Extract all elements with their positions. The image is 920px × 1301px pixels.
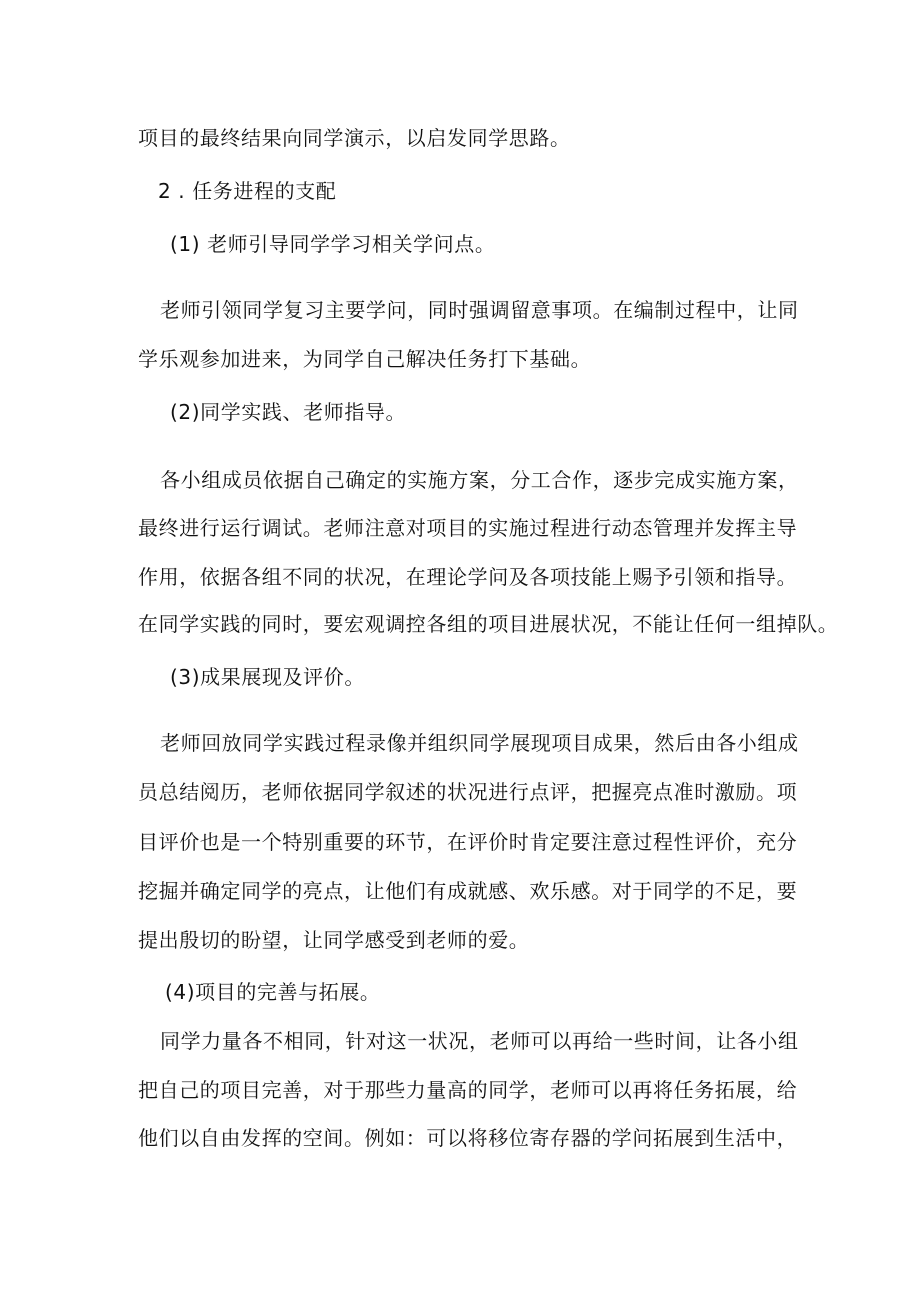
subsection-heading: (4)项目的完善与拓展。: [165, 980, 381, 1004]
paragraph-line: 学乐观参加进来，为同学自己解决任务打下基础。: [138, 347, 592, 371]
paragraph-line: 把自己的项目完善，对于那些力量高的同学，老师可以再将任务拓展，给: [138, 1078, 798, 1102]
paragraph-line: 最终进行运行调试。老师注意对项目的实施过程进行动态管理并发挥主导: [138, 516, 798, 540]
paragraph-line: 目评价也是一个特别重要的环节，在评价时肯定要注意过程性评价，充分: [138, 830, 798, 854]
paragraph-line: 作用，依据各组不同的状况，在理论学问及各项技能上赐予引领和指导。: [138, 565, 798, 589]
paragraph-line: 各小组成员依据自己确定的实施方案，分工合作，逐步完成实施方案，: [160, 468, 799, 492]
subsection-heading: (3)成果展现及评价。: [170, 665, 365, 689]
subsection-heading: (2)同学实践、老师指导。: [170, 400, 407, 424]
paragraph-line: 项目的最终结果向同学演示，以启发同学思路。: [138, 126, 571, 150]
section-heading: 2 . 任务进程的支配: [158, 179, 337, 203]
subsection-heading: (1) 老师引导同学学习相关学问点。: [170, 232, 496, 256]
paragraph-line: 在同学实践的同时，要宏观调控各组的项目进展状况，不能让任何一组掉队。: [138, 612, 839, 636]
paragraph-line: 他们以自由发挥的空间。例如：可以将移位寄存器的学问拓展到生活中，: [138, 1126, 798, 1150]
paragraph-line: 老师回放同学实践过程录像并组织同学展现项目成果，然后由各小组成: [160, 731, 799, 755]
paragraph-line: 同学力量各不相同，针对这一状况，老师可以再给一些时间，让各小组: [160, 1029, 799, 1053]
paragraph-line: 提出殷切的盼望，让同学感受到老师的爱。: [138, 928, 530, 952]
paragraph-line: 老师引领同学复习主要学问，同时强调留意事项。在编制过程中，让同: [160, 298, 799, 322]
paragraph-line: 员总结阅历，老师依据同学叙述的状况进行点评，把握亮点准时激励。项: [138, 780, 798, 804]
paragraph-line: 挖掘并确定同学的亮点，让他们有成就感、欢乐感。对于同学的不足，要: [138, 879, 798, 903]
